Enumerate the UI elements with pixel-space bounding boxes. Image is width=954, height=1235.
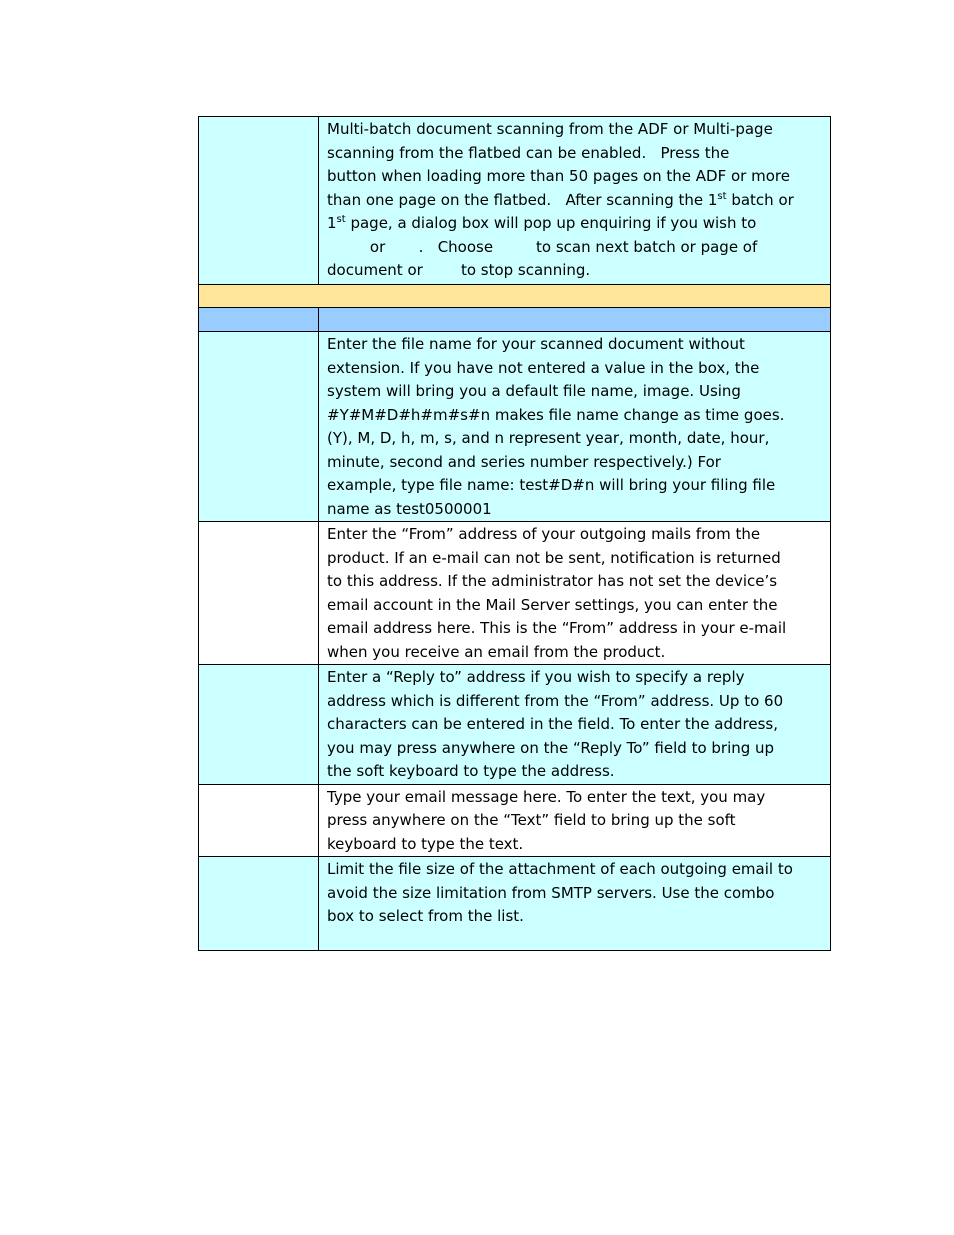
description-line: or . Choose to scan next batch or page of bbox=[327, 237, 758, 256]
specification-table bbox=[198, 116, 831, 951]
section-header-row bbox=[199, 285, 831, 308]
row-description-cell bbox=[319, 857, 831, 951]
reply-to-description: Enter a “Reply to” address if you wish to specify a reply address which is different from the “From” address. Up to 60 characters can be entered in the field. To enter the address, you may press anywhere on the “Reply To” field to bring up the soft keyboard to type the address. bbox=[327, 668, 784, 780]
multi-page-description bbox=[319, 117, 830, 283]
file-name-description: Enter the file name for your scanned document without extension. If you have not entered a value in the box, the system will bring you a default file name, image. Using #Y#M#D#h#m#s#n makes file name change as time goes. (Y), M, D, h, m, s, and n represent year, month, date, hour, minute, second and series number respectively.) For example, type file name: test#D#n will bring your filing file name as test0500001 bbox=[327, 335, 785, 518]
row-label-cell bbox=[199, 117, 319, 285]
ordinal-superscript: st bbox=[717, 190, 727, 202]
table-row-reply-to bbox=[199, 665, 831, 785]
row-label-cell bbox=[199, 665, 319, 785]
row-label-cell bbox=[199, 522, 319, 665]
description-line: button when loading more than 50 pages on the ADF or more bbox=[327, 167, 790, 185]
row-description-cell bbox=[319, 117, 831, 285]
row-description-cell bbox=[319, 522, 831, 665]
ordinal-superscript: st bbox=[336, 214, 346, 225]
row-description-cell bbox=[319, 784, 831, 857]
description-line: scanning from the flatbed can be enabled. Press the bbox=[327, 143, 730, 162]
table-row-text bbox=[199, 784, 831, 857]
row-label-cell bbox=[199, 784, 319, 857]
table-row-multi-page bbox=[199, 117, 831, 285]
row-description-cell bbox=[319, 665, 831, 785]
description-line: document or to stop scanning. bbox=[327, 261, 591, 279]
column-header-cell-1 bbox=[199, 308, 319, 332]
file-size-description: Limit the file size of the attachment of each outgoing email to avoid the size limitation from SMTP servers. Use the combo box to select from the list. bbox=[327, 860, 793, 925]
description-line: Multi-batch document scanning from the ADF or Multi-page bbox=[327, 120, 773, 138]
section-header-cell bbox=[199, 285, 831, 308]
description-line: than one page on the flatbed. After scanning the 1st batch or bbox=[327, 190, 794, 209]
text-description: Type your email message here. To enter the text, you may press anywhere on the “Text” field to bring up the soft keyboard to type the text. bbox=[327, 787, 766, 853]
table-row-from bbox=[199, 522, 831, 665]
description-line: 1st page, a dialog box will pop up enquiring if you wish to bbox=[327, 214, 757, 232]
column-header-cell-2 bbox=[319, 308, 831, 332]
from-description: Enter the “From” address of your outgoing mails from the product. If an e-mail can not be sent, notification is returned to this address. If the administrator has not set the device’s email account in the Mail Server settings, you can enter the email address here. This is the “From” address in your e-mail when you receive an email from the product. bbox=[327, 525, 787, 661]
table-row-file-size bbox=[199, 857, 831, 951]
column-header-row bbox=[199, 308, 831, 332]
row-label-cell bbox=[199, 857, 319, 951]
table-row-file-name bbox=[199, 332, 831, 522]
row-description-cell bbox=[319, 332, 831, 522]
row-label-cell bbox=[199, 332, 319, 522]
